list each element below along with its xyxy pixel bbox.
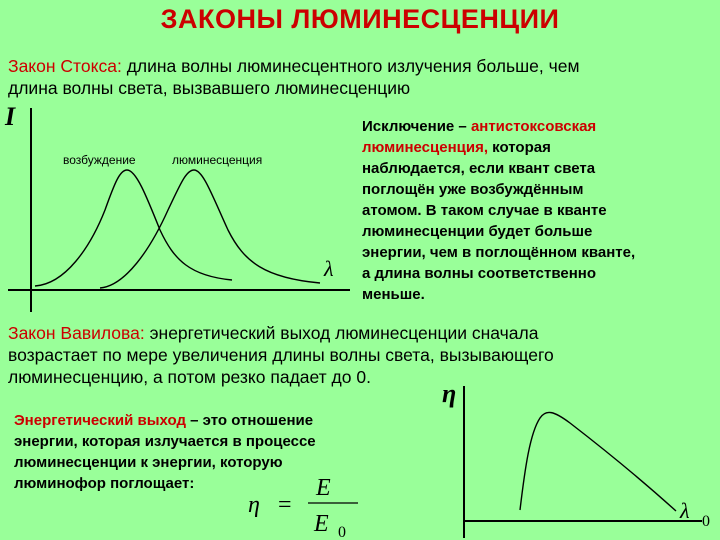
luminescence-curve xyxy=(100,170,320,288)
yield-line-2: энергии, которая излучается в процессе xyxy=(14,433,316,450)
energy-yield-term: Энергетический выход xyxy=(14,412,186,429)
vavilov-text-1: энергетический выход люминесценции сначала xyxy=(149,323,539,343)
formula-denominator: E xyxy=(314,511,329,537)
exception-line-6: люминесценции будет больше xyxy=(362,223,593,240)
formula-subscript: 0 xyxy=(338,524,346,540)
spectra-graph xyxy=(0,100,360,325)
exception-line-2 xyxy=(362,137,712,158)
exception-line-2-rest: которая xyxy=(492,139,551,156)
excitation-curve xyxy=(35,170,232,286)
exception-line-3: наблюдается, если квант света xyxy=(362,160,596,177)
vavilov-line-1 xyxy=(8,322,718,344)
energy-yield-formula xyxy=(240,465,380,540)
yield-y-label: η xyxy=(442,379,457,408)
formula-equals: = xyxy=(278,492,292,518)
excitation-label: возбуждение xyxy=(63,153,136,167)
exception-line-4: поглощён уже возбуждённым xyxy=(362,181,584,198)
exception-line-1 xyxy=(362,116,712,137)
formula-numerator: E xyxy=(316,475,331,501)
stokes-law xyxy=(8,55,718,99)
stokes-law-text-1: длина волны люминесцентного излучения больше, чем xyxy=(126,56,580,76)
yield-line-1 xyxy=(14,410,404,431)
vavilov-text-3: люминесценцию, а потом резко падает до 0. xyxy=(8,367,371,387)
vavilov-law-name: Закон Вавилова: xyxy=(8,323,145,343)
exception-text xyxy=(362,116,712,305)
stokes-law-line-1 xyxy=(8,55,718,77)
spectra-x-label: λ xyxy=(324,256,334,281)
vavilov-text-2: возрастает по мере увеличения длины волны света, вызывающего xyxy=(8,345,554,365)
exception-line-8: а длина волны соответственно xyxy=(362,265,597,282)
yield-graph xyxy=(430,378,720,540)
yield-line-3: люминесценции к энергии, которую xyxy=(14,454,283,471)
luminescence-label: люминесценция xyxy=(172,153,263,167)
yield-line-4: люминофор поглощает: xyxy=(14,475,195,492)
formula-eta: η xyxy=(248,492,260,518)
exception-line-5: атомом. В таком случае в кванте xyxy=(362,202,607,219)
page-title: ЗАКОНЫ ЛЮМИНЕСЦЕНЦИИ xyxy=(160,4,560,34)
yield-x-end-label: 0 xyxy=(702,513,710,530)
anti-stokes-term-2: люминесценция, xyxy=(362,139,488,156)
anti-stokes-term-1: антистоксовская xyxy=(470,118,597,135)
yield-line-1-rest: – это отношение xyxy=(190,412,314,429)
spectra-y-label: I xyxy=(5,102,16,131)
exception-lead: Исключение – xyxy=(362,118,467,135)
stokes-law-text-2: длина волны света, вызвавшего люминесценцию xyxy=(8,78,411,98)
exception-line-9: меньше. xyxy=(362,286,425,303)
stokes-law-name: Закон Стокса: xyxy=(8,56,122,76)
exception-line-7: энергии, чем в поглощённом кванте, xyxy=(362,244,636,261)
yield-curve xyxy=(520,412,676,511)
yield-x-label: λ xyxy=(680,498,690,523)
